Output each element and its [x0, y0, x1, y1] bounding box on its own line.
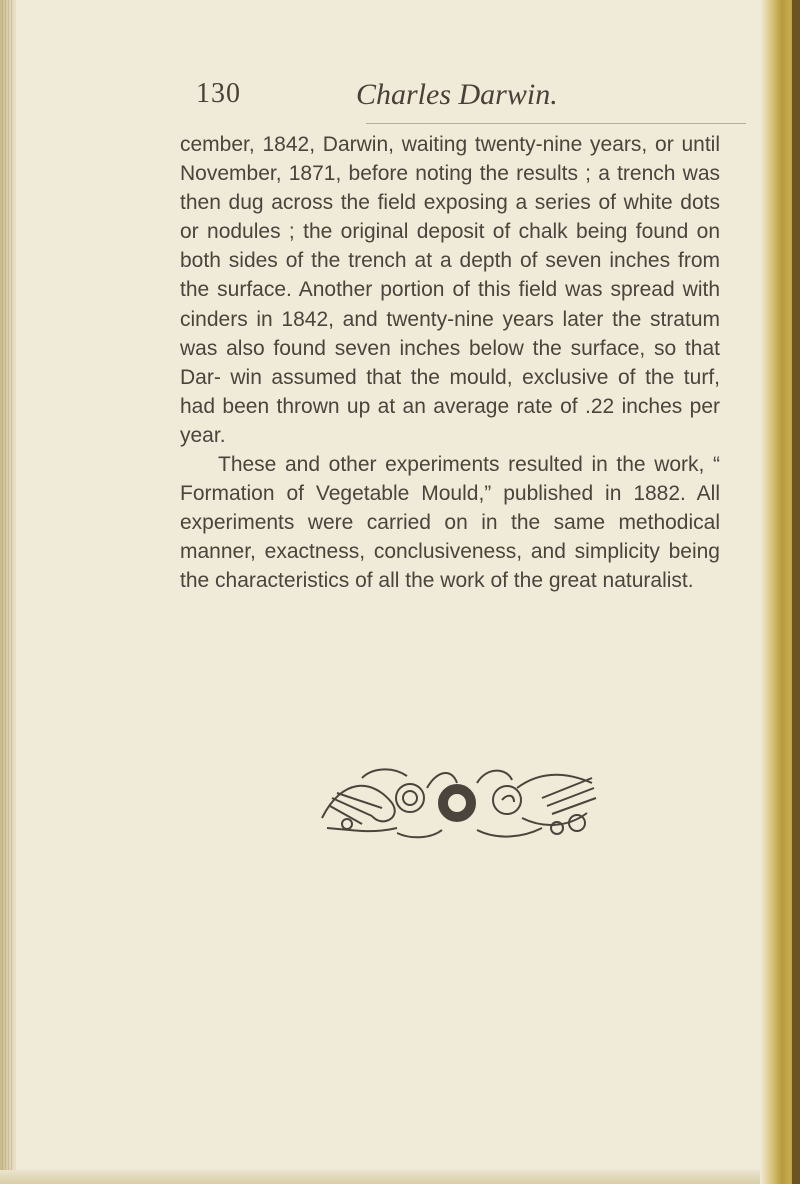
gilt-page-edge — [760, 0, 800, 1184]
book-page — [16, 0, 760, 1170]
paragraph-continued: cember, 1842, Darwin, waiting twenty-nine years, or until November, 1871, before noting the results ; a trench was then dug across the field exposing a series of white dots or nodules ; the original deposit of chalk being found on both sides of the trench at a depth of seven inches from the surface. Another portion of this field was spread with cinders in 1842, and twenty-nine years later the stratum was also found seven inches below the surface, so that Dar- win assumed that the mould, exclusive of the turf, had been thrown up at an average rate of .22 inches per year. — [180, 133, 720, 447]
header-rule — [366, 123, 746, 124]
page-number: 130 — [196, 78, 241, 109]
page-header — [16, 78, 760, 118]
paragraph-new: These and other experiments resulted in the work, “ Formation of Vegetable Mould,” published in 1882. All experiments were carried on in the same methodical manner, exactness, conclusiveness, and simplicity being the characteristics of all the work of the great naturalist. — [180, 453, 720, 593]
bottom-page-edge — [0, 1170, 760, 1184]
body-text — [180, 130, 720, 596]
running-title: Charles Darwin. — [356, 78, 558, 111]
book-gutter-edge — [0, 0, 16, 1184]
ornamental-scroll-tailpiece-icon — [302, 758, 612, 840]
